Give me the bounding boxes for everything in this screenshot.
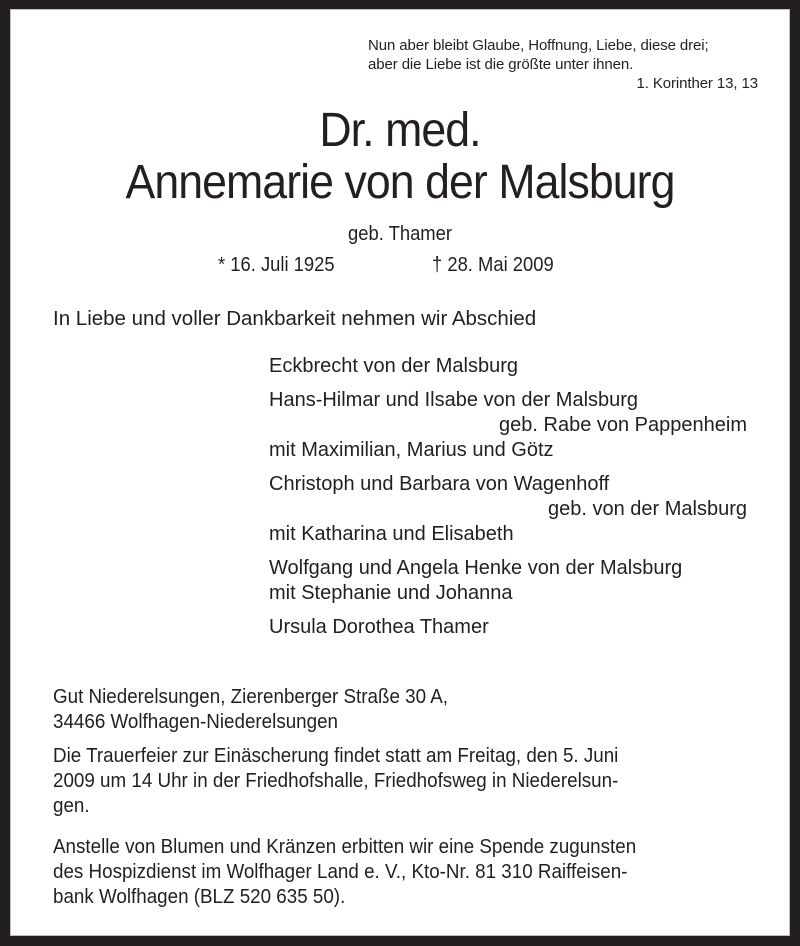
address-line-2: 34466 Wolfhagen-Niederelsungen (53, 711, 338, 733)
mourners-list (269, 354, 747, 649)
donation-info (53, 835, 711, 910)
maiden-name: geb. Thamer (348, 223, 452, 245)
family-address (53, 685, 711, 735)
mourner-group (269, 556, 747, 606)
obituary-notice (10, 9, 790, 936)
mourner-children: mit Stephanie und Johanna (269, 582, 513, 604)
ceremony-line-3: gen. (53, 795, 90, 817)
bible-quote (368, 36, 758, 93)
mourner-group (269, 615, 747, 640)
ceremony-line-2: 2009 um 14 Uhr in der Friedhofshalle, Friedhofsweg in Niederelsun- (53, 770, 619, 792)
donation-line-2: des Hospizdienst im Wolfhager Land e. V., Kto-Nr. 81 310 Raiffeisen- (53, 861, 628, 883)
ceremony-info (53, 744, 711, 819)
mourner-name: Eckbrecht von der Malsburg (269, 355, 519, 377)
death-date: † 28. Mai 2009 (432, 254, 554, 276)
mourner-group (269, 388, 747, 463)
mourner-name: Ursula Dorothea Thamer (269, 616, 489, 638)
farewell-intro: In Liebe und voller Dankbarkeit nehmen wir Abschied (53, 307, 537, 330)
quote-line-2: aber die Liebe ist die größte unter ihnen. (368, 56, 634, 73)
donation-line-3: bank Wolfhagen (BLZ 520 635 50). (53, 886, 346, 908)
mourner-name: Wolfgang und Angela Henke von der Malsburg (269, 557, 683, 579)
donation-line-1: Anstelle von Blumen und Kränzen erbitten wir eine Spende zugunsten (53, 836, 637, 858)
birth-date: * 16. Juli 1925 (218, 254, 335, 276)
ceremony-line-1: Die Trauerfeier zur Einäscherung findet statt am Freitag, den 5. Juni (53, 745, 619, 767)
mourner-name: Christoph und Barbara von Wagenhoff (269, 473, 610, 495)
mourner-group (269, 354, 747, 379)
deceased-name: Annemarie von der Malsburg (125, 156, 675, 209)
mourner-children: mit Katharina und Elisabeth (269, 523, 514, 545)
address-line-1: Gut Niederelsungen, Zierenberger Straße 30 A, (53, 686, 449, 708)
honorific-title: Dr. med. (319, 104, 481, 157)
quote-line-1: Nun aber bleibt Glaube, Hoffnung, Liebe, diese drei; (368, 37, 709, 54)
mourner-maiden-name: geb. Rabe von Pappenheim (499, 414, 747, 436)
mourner-children: mit Maximilian, Marius und Götz (269, 439, 554, 461)
mourner-maiden-name: geb. von der Malsburg (547, 498, 747, 520)
mourner-group (269, 472, 747, 547)
mourner-name: Hans-Hilmar und Ilsabe von der Malsburg (269, 389, 639, 411)
quote-reference: 1. Korinther 13, 13 (636, 75, 758, 92)
